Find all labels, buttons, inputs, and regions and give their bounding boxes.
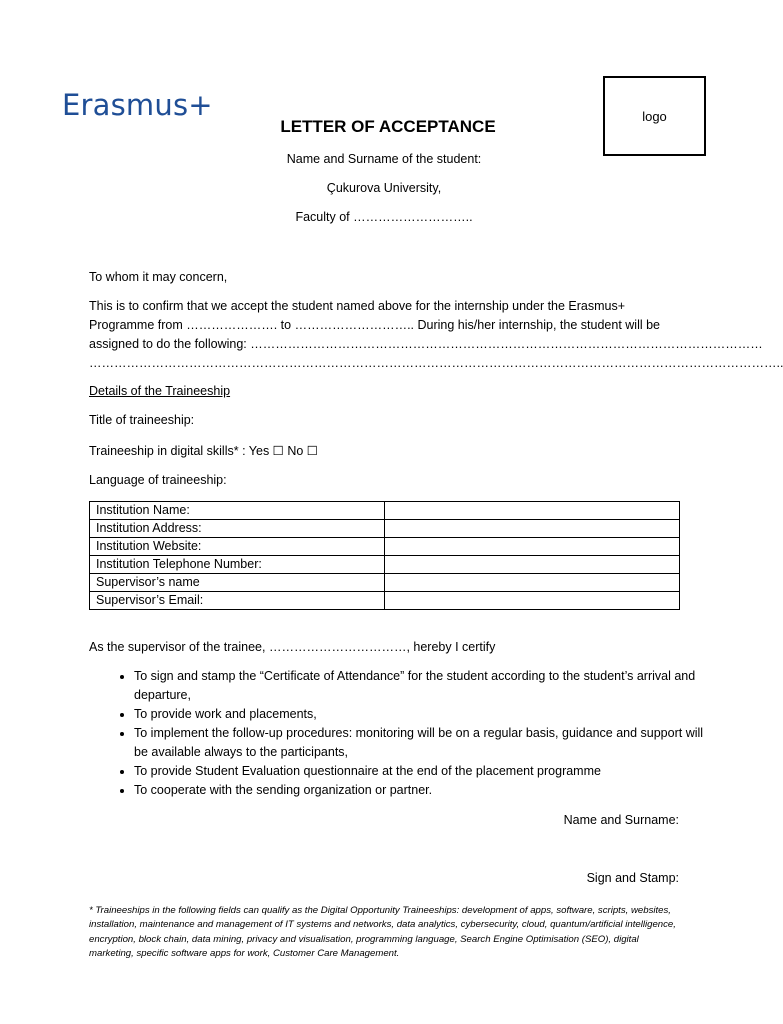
salutation: To whom it may concern, bbox=[89, 270, 228, 284]
list-item: • To sign and stamp the “Certificate of Attendance” for the student according to the student’s arrival and departure, bbox=[134, 667, 714, 705]
list-item: • To provide Student Evaluation questionnaire at the end of the placement programme bbox=[134, 762, 714, 781]
certify-intro: As the supervisor of the trainee, ……………………………, hereby I certify bbox=[89, 640, 496, 654]
university-line: Çukurova University, bbox=[326, 181, 442, 195]
language-of-traineeship: Language of traineeship: bbox=[89, 473, 227, 487]
list-item: • To implement the follow-up procedures: monitoring will be on a regular basis, guidance and support will be available always to the participants, bbox=[134, 724, 714, 762]
table-row-value bbox=[385, 520, 680, 538]
paragraph-line-2: Programme from …………………. to ……………………….. During his/her internship, the student will be bbox=[89, 318, 660, 332]
table-row bbox=[90, 520, 680, 538]
institution-info-table bbox=[89, 501, 680, 610]
table-row-value bbox=[385, 574, 680, 592]
logo-placeholder-label: logo bbox=[642, 108, 667, 124]
table-row-label: Supervisor’s name bbox=[90, 574, 385, 592]
table-row bbox=[90, 538, 680, 556]
list-item: • To cooperate with the sending organization or partner. bbox=[134, 781, 714, 800]
paragraph-line-3: assigned to do the following: …………………………………………………………………………………………………………… bbox=[89, 337, 763, 351]
table-row bbox=[90, 502, 680, 520]
table-row bbox=[90, 574, 680, 592]
digital-skills-question: Traineeship in digital skills* : Yes ☐ No ☐ bbox=[89, 444, 318, 458]
table-row bbox=[90, 556, 680, 574]
document-title: LETTER OF ACCEPTANCE bbox=[280, 117, 496, 136]
sign-and-stamp-label: Sign and Stamp: bbox=[586, 871, 679, 885]
erasmus-logo: Erasmus+ bbox=[62, 88, 213, 122]
table-row-label: Institution Address: bbox=[90, 520, 385, 538]
table-row-label: Institution Website: bbox=[90, 538, 385, 556]
list-item: • To provide work and placements, bbox=[134, 705, 714, 724]
table-row-label: Institution Name: bbox=[90, 502, 385, 520]
footnote: * Traineeships in the following fields can qualify as the Digital Opportunity Traineeships: development of apps, software, scripts, websites, installation, maintenance and management of IT systems and networks, data analytics, cybersecurity, cloud, quantum/artificial intelligence, encryption, block chain, data mining, privacy and visualisation, programming language, Search Engine Optimisation (SEO), digital marketing, specific software apps for work, Customer Care Management. bbox=[89, 905, 676, 960]
title-of-traineeship: Title of traineeship: bbox=[89, 413, 195, 427]
student-name-line: Name and Surname of the student: bbox=[286, 152, 482, 166]
table-row-value bbox=[385, 502, 680, 520]
commitments-list bbox=[89, 667, 714, 800]
table-row-label: Institution Telephone Number: bbox=[90, 556, 385, 574]
table-row bbox=[90, 592, 680, 610]
table-row-value bbox=[385, 592, 680, 610]
details-heading: Details of the Traineeship bbox=[89, 384, 231, 398]
name-and-surname-label: Name and Surname: bbox=[563, 813, 679, 827]
confirmation-paragraph bbox=[89, 297, 783, 373]
faculty-line: Faculty of ……………………….. bbox=[295, 210, 473, 224]
table-row-label: Supervisor’s Email: bbox=[90, 592, 385, 610]
table-row-value bbox=[385, 556, 680, 574]
table-row-value bbox=[385, 538, 680, 556]
logo-placeholder-box bbox=[603, 76, 706, 156]
paragraph-line-1: This is to confirm that we accept the student named above for the internship under the Erasmus+ bbox=[89, 299, 626, 313]
paragraph-line-4: ………………………………………………………………………………………………………………………………………………….. bbox=[89, 356, 783, 370]
